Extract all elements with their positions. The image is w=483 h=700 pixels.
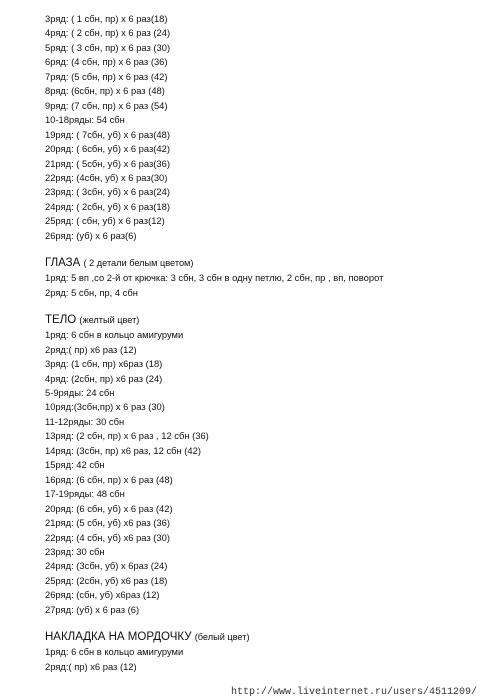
pattern-row: 2ряд: 5 сбн, пр, 4 сбн <box>45 286 138 298</box>
pattern-row: 9ряд: (7 сбн, пр) х 6 раз (54) <box>45 99 168 111</box>
eyes-section <box>45 255 475 300</box>
muzzle-subtitle: (белый цвет) <box>194 632 250 643</box>
pattern-row: 3ряд: (1 сбн, пр) х6раз (18) <box>45 358 163 370</box>
pattern-row: 22ряд: (4сбн, уб) х 6 раз(30) <box>45 171 168 183</box>
eyes-title: ГЛАЗА <box>45 257 81 270</box>
body-subtitle: (желтый цвет) <box>79 315 140 326</box>
pattern-row: 4ряд: (2сбн, пр) х6 раз (24) <box>45 372 163 384</box>
pattern-row: 20ряд: (6 сбн, уб) х 6 раз (42) <box>45 502 173 514</box>
pattern-row: 8ряд: (6сбн, пр) х 6 раз (48) <box>45 85 165 97</box>
muzzle-section <box>45 629 475 674</box>
body-section <box>45 312 475 617</box>
pattern-row: 15ряд: 42 сбн <box>45 459 105 471</box>
pattern-row: 6ряд: (4 сбн, пр) х 6 раз (36) <box>45 56 168 68</box>
pattern-row: 19ряд: ( 7сбн, уб) х 6 раз(48) <box>45 128 170 140</box>
source-url-watermark: http://www.liveinternet.ru/users/4511209/ <box>230 687 477 698</box>
muzzle-heading <box>45 629 475 645</box>
eyes-heading <box>45 255 475 271</box>
pattern-row: 16ряд: (6 сбн, пр) х 6 раз (48) <box>45 473 173 485</box>
pattern-row: 2ряд:( пр) х6 раз (12) <box>45 343 137 355</box>
eyes-subtitle: ( 2 детали белым цветом) <box>83 258 194 269</box>
pattern-row: 23ряд: 30 сбн <box>45 545 105 557</box>
pattern-row: 20ряд: ( 6сбн, уб) х 6 раз(42) <box>45 143 170 155</box>
document-page <box>45 0 475 674</box>
pattern-row: 25ряд: ( сбн, уб) х 6 раз(12) <box>45 215 165 227</box>
pattern-row: 4ряд: ( 2 сбн, пр) х 6 раз (24) <box>45 27 171 39</box>
pattern-row: 1ряд: 6 сбн в кольцо амигуруми <box>45 329 184 341</box>
pattern-row: 26ряд: (сбн, уб) х6раз (12) <box>45 589 160 601</box>
pattern-row: 10ряд:(3сбн,пр) х 6 раз (30) <box>45 401 165 413</box>
pattern-row: 2ряд:( пр) х6 раз (12) <box>45 660 137 672</box>
pattern-row: 22ряд: (4 сбн, уб) х6 раз (30) <box>45 531 170 543</box>
pattern-row: 3ряд: ( 1 сбн, пр) х 6 раз(18) <box>45 13 168 24</box>
pattern-row: 14ряд: (3сбн, пр) х6 раз, 12 сбн (42) <box>45 444 201 456</box>
pattern-row: 25ряд: (2сбн, уб) х6 раз (18) <box>45 574 168 586</box>
pattern-row: 13ряд: (2 сбн, пр) х 6 раз , 12 сбн (36) <box>45 430 209 442</box>
muzzle-title: НАКЛАДКА НА МОРДОЧКУ <box>45 631 192 644</box>
pattern-row: 21ряд: ( 5сбн, уб) х 6 раз(36) <box>45 157 170 169</box>
body-heading <box>45 312 475 328</box>
pattern-row: 21ряд: (5 сбн, уб) х6 раз (36) <box>45 517 170 529</box>
pattern-row: 7ряд: (5 сбн, пр) х 6 раз (42) <box>45 70 168 82</box>
pattern-row: 11-12ряды: 30 сбн <box>45 415 125 427</box>
pattern-row: 23ряд: ( 3сбн, уб) х 6 раз(24) <box>45 186 170 198</box>
pattern-row: 24ряд: ( 2сбн, уб) х 6 раз(18) <box>45 200 170 212</box>
pattern-row: 26ряд: (уб) х 6 раз(6) <box>45 229 137 241</box>
pattern-row: 10-18ряды: 54 сбн <box>45 114 125 126</box>
head-rows <box>45 0 475 243</box>
pattern-row: 1ряд: 5 вп ,со 2-й от крючка: 3 сбн, 3 сбн в одну петлю, 2 сбн, пр , вп, поворот <box>45 272 384 284</box>
pattern-row: 24ряд: (3сбн, уб) х 6раз (24) <box>45 560 168 572</box>
pattern-row: 5-9ряды: 24 сбн <box>45 386 115 398</box>
pattern-row: 1ряд: 6 сбн в кольцо амигуруми <box>45 646 184 658</box>
pattern-row: 5ряд: ( 3 сбн, пр) х 6 раз (30) <box>45 41 171 53</box>
pattern-row: 17-19ряды: 48 сбн <box>45 488 125 500</box>
body-title: ТЕЛО <box>45 314 77 327</box>
pattern-row: 27ряд: (уб) х 6 раз (6) <box>45 603 140 615</box>
